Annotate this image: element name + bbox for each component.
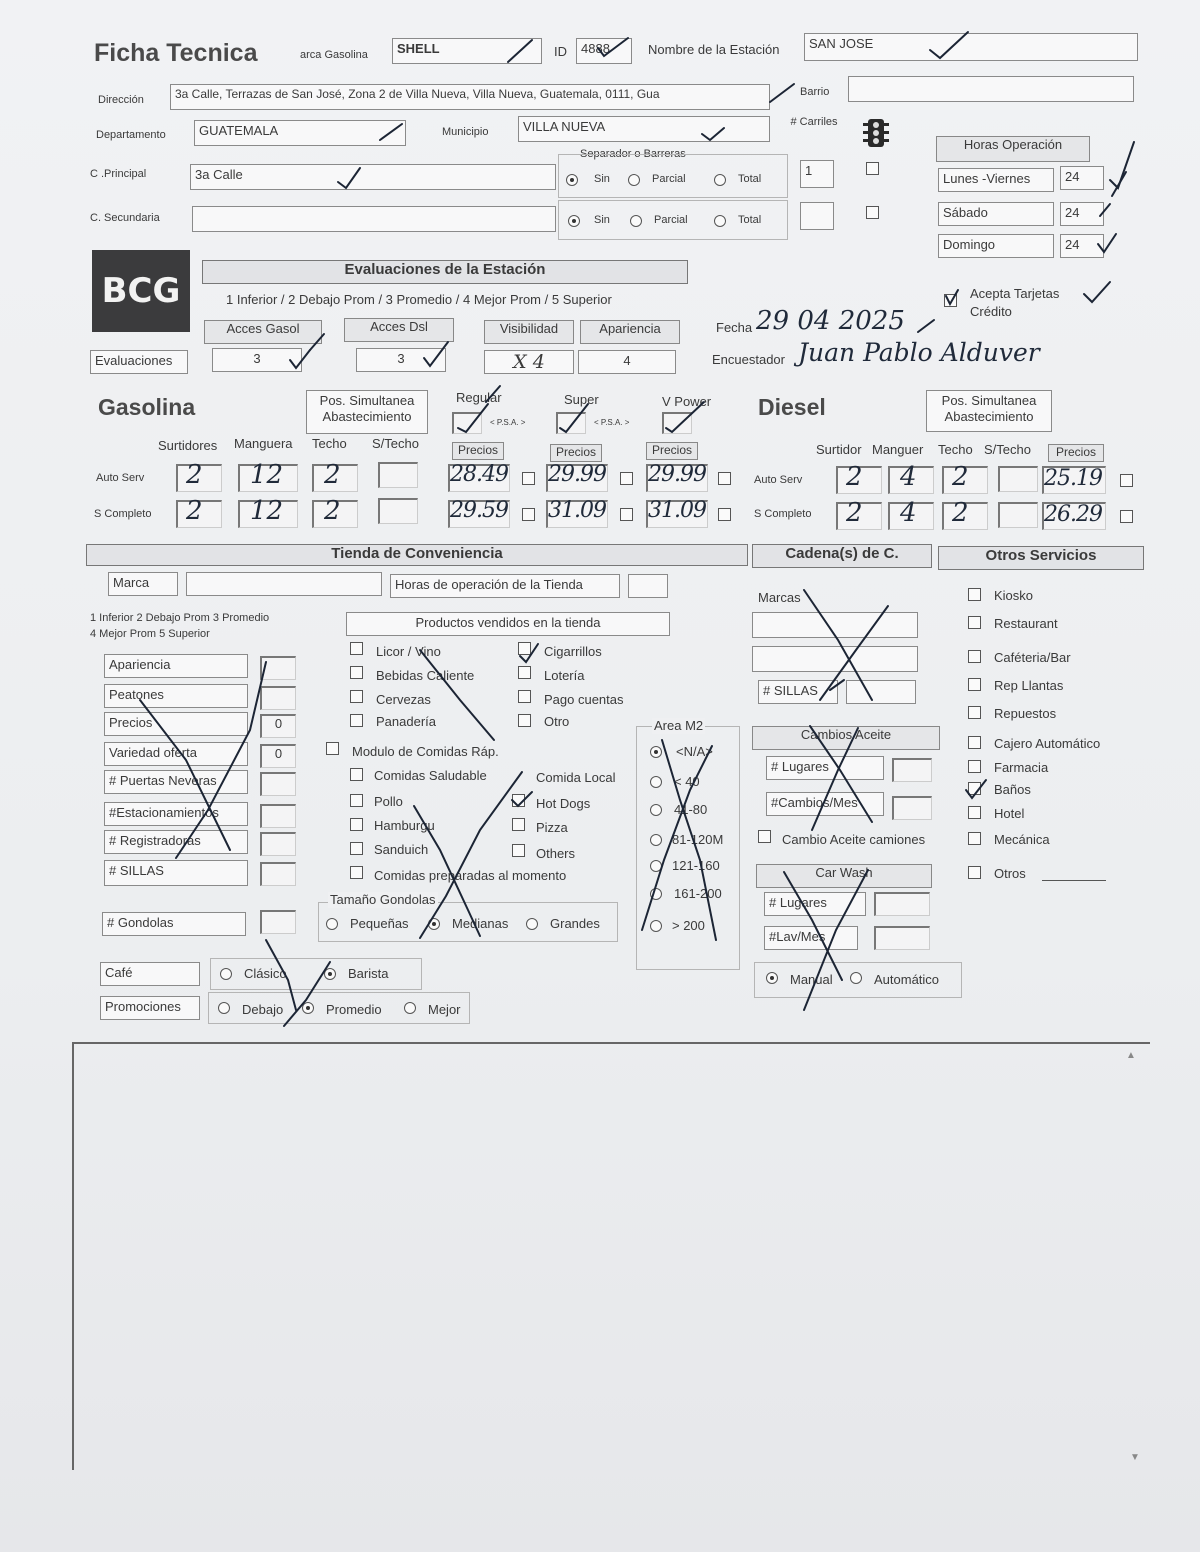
marcas-field-2[interactable] (752, 646, 918, 672)
psa-label-1: < P.S.A. > (490, 418, 526, 427)
gas-completo-super-price: 31.09 (548, 498, 606, 523)
carriles-label: # Carriles (790, 116, 838, 128)
estacion-field[interactable]: SAN JOSE (804, 33, 1138, 61)
diesel-auto-stecho-field[interactable] (998, 466, 1038, 492)
area-gt200-label: > 200 (672, 918, 705, 933)
scroll-up-icon[interactable]: ▲ (1126, 1050, 1136, 1061)
cajero-checkbox[interactable] (968, 736, 981, 749)
marcas-field-1[interactable] (752, 612, 918, 638)
rating-sillas-label: # SILLAS (104, 860, 248, 886)
diesel-completo-surtidor-value: 2 (846, 498, 863, 528)
cafe-barista-label: Barista (348, 966, 389, 981)
gas-auto-surtidores-value: 2 (186, 460, 203, 490)
carwash-lav-label: #Lav/Mes (764, 926, 858, 950)
separador-label: Separador o Barreras (580, 148, 686, 160)
carwash-lugares-label: # Lugares (764, 892, 866, 916)
cafe-group (210, 958, 422, 990)
vpower-label: V Power (662, 394, 712, 409)
municipio-label: Municipio (442, 126, 489, 138)
id-label: ID (554, 44, 567, 59)
bebidas-checkbox[interactable] (350, 666, 363, 679)
diesel-completo-label: S Completo (754, 508, 812, 520)
visibilidad-header: Visibilidad (484, 320, 574, 344)
id-field[interactable]: 4888 (576, 38, 632, 64)
principal-parcial-radio[interactable] (628, 174, 640, 186)
rating-puertas-field[interactable] (260, 772, 296, 796)
area-160-label: 121-160 (672, 858, 720, 873)
gas-auto-vpower-checkbox[interactable] (718, 472, 731, 485)
secundaria-sin-label: Sin (594, 214, 610, 226)
banos-label: Baños (994, 782, 1031, 797)
loteria-checkbox[interactable] (518, 666, 531, 679)
gas-completo-label: S Completo (94, 508, 152, 520)
cigarrillos-label: Cigarrillos (544, 644, 602, 659)
principal-field[interactable]: 3a Calle (190, 164, 556, 190)
gas-auto-regular-checkbox[interactable] (522, 472, 535, 485)
fecha-field[interactable]: 29 04 2025 (756, 306, 905, 336)
diesel-auto-precio-value: 25.19 (1044, 466, 1102, 491)
promociones-label: Promociones (100, 996, 200, 1020)
medianas-radio[interactable] (428, 918, 440, 930)
precios-regular-header: Precios (452, 442, 504, 460)
gas-completo-stecho-field[interactable] (378, 498, 418, 524)
aceite-lugares-label: # Lugares (766, 756, 884, 780)
promo-promedio-radio[interactable] (302, 1002, 314, 1014)
car-wash-header: Car Wash (756, 864, 932, 888)
rating-sillas-field[interactable] (260, 862, 296, 886)
area-200-radio[interactable] (650, 888, 662, 900)
tienda-horas-label: Horas de operación de la Tienda (390, 574, 620, 598)
sabado-field[interactable]: 24 (1060, 202, 1104, 226)
estacion-label: Nombre de la Estación (648, 42, 780, 57)
promo-promedio-label: Promedio (326, 1002, 382, 1017)
check-mark (770, 84, 794, 102)
lunes-viernes-field[interactable]: 24 (1060, 166, 1104, 190)
modulo-label: Modulo de Comidas Ráp. (352, 744, 499, 759)
repuestos-checkbox[interactable] (968, 706, 981, 719)
secundaria-parcial-label: Parcial (654, 214, 688, 226)
rating-puertas-label: # Puertas Neveras (104, 770, 248, 794)
restaurant-label: Restaurant (994, 616, 1058, 631)
automatico-label: Automático (874, 972, 940, 987)
principal-sin-label: Sin (594, 173, 610, 185)
gas-completo-manguera-value: 12 (250, 496, 284, 526)
rating-registradoras-label: # Registradoras (104, 830, 248, 854)
banos-checkbox[interactable] (968, 782, 981, 795)
diesel-abast-label: Abastecimiento (944, 409, 1034, 425)
diesel-completo-precio-value: 26.29 (1044, 502, 1102, 527)
diesel-completo-manguer-value: 4 (900, 498, 917, 528)
hamburgu-label: Hamburgu (374, 818, 435, 833)
diesel-auto-surtidor-value: 2 (846, 462, 863, 492)
pollo-checkbox[interactable] (350, 794, 363, 807)
others-checkbox[interactable] (512, 844, 525, 857)
diesel-auto-manguer-value: 4 (900, 462, 917, 492)
gas-auto-vpower-price: 29.99 (648, 462, 706, 487)
area-na-label: <N/A> (676, 744, 713, 759)
others-label: Others (536, 846, 576, 861)
panaderia-label: Panadería (376, 714, 436, 729)
gas-completo-vpower-checkbox[interactable] (718, 508, 731, 521)
gas-completo-regular-checkbox[interactable] (522, 508, 535, 521)
gas-completo-surtidores-value: 2 (186, 496, 203, 526)
area-title: Area M2 (654, 718, 704, 733)
check-mark (918, 320, 934, 332)
acces-gasol-field[interactable]: 3 (212, 348, 302, 372)
sanduich-label: Sanduich (374, 842, 429, 857)
diesel-completo-techo-value: 2 (952, 498, 969, 528)
carwash-lav-field[interactable] (874, 926, 930, 950)
precios-super-header: Precios (550, 444, 602, 462)
carriles-secundaria-field[interactable] (800, 202, 834, 230)
hotel-label: Hotel (994, 806, 1025, 821)
repuestos-label: Repuestos (994, 706, 1057, 721)
principal-parcial-label: Parcial (652, 173, 686, 185)
evaluaciones-row-label: Evaluaciones (90, 350, 188, 374)
rating-peatones-label: Peatones (104, 684, 248, 708)
sanduich-checkbox[interactable] (350, 842, 363, 855)
farmacia-checkbox[interactable] (968, 760, 981, 773)
regular-label: Regular (456, 390, 502, 405)
pequenas-label: Pequeñas (350, 916, 409, 931)
principal-label: C .Principal (90, 168, 147, 180)
saludable-checkbox[interactable] (350, 768, 363, 781)
gas-completo-super-checkbox[interactable] (620, 508, 633, 521)
gasolina-abast-label: Abastecimiento (322, 409, 412, 425)
aceite-lugares-field[interactable] (892, 758, 932, 782)
cafe-clasico-radio[interactable] (220, 968, 232, 980)
diesel-completo-stecho-field[interactable] (998, 502, 1038, 528)
promo-debajo-radio[interactable] (218, 1002, 230, 1014)
pequenas-radio[interactable] (326, 918, 338, 930)
marcas-label: Marcas (758, 590, 801, 605)
panaderia-checkbox[interactable] (350, 714, 363, 727)
col-manguera: Manguera (234, 436, 293, 451)
departamento-field[interactable]: GUATEMALA (194, 120, 406, 146)
marca-field[interactable]: SHELL (392, 38, 542, 64)
col-stecho-diesel: S/Techo (984, 442, 1031, 457)
rating-apariencia-field[interactable] (260, 656, 296, 680)
rating-registradoras-field[interactable] (260, 832, 296, 856)
domingo-field[interactable]: 24 (1060, 234, 1104, 258)
tienda-marca-field[interactable] (186, 572, 382, 596)
loteria-label: Lotería (544, 668, 585, 683)
col-surtidores: Surtidores (158, 438, 218, 453)
medianas-label: Medianas (452, 916, 509, 931)
precios-vpower-header: Precios (646, 442, 698, 460)
cadena-sillas-field[interactable] (846, 680, 916, 704)
otros-checkbox[interactable] (968, 866, 981, 879)
secundaria-parcial-radio[interactable] (630, 215, 642, 227)
sabado-label: Sábado (938, 202, 1054, 226)
tamano-label: Tamaño Gondolas (330, 892, 436, 907)
area-gt200-radio[interactable] (650, 920, 662, 932)
col-techo: Techo (312, 436, 347, 451)
horas-operacion-header: Horas Operación (936, 136, 1090, 162)
diesel-auto-techo-value: 2 (952, 462, 969, 492)
col-techo-diesel: Techo (938, 442, 973, 457)
secundaria-label: C. Secundaria (90, 212, 160, 224)
acepta-tarjetas-checkbox[interactable] (944, 294, 957, 307)
tienda-scale-1: 1 Inferior 2 Debajo Prom 3 Promedio (90, 612, 270, 624)
regular-pos-field[interactable] (452, 412, 482, 434)
rating-variedad-field[interactable]: 0 (260, 744, 296, 768)
encuestador-label: Encuestador (712, 352, 785, 367)
pizza-checkbox[interactable] (512, 818, 525, 831)
bcg-logo: BCG (92, 250, 190, 332)
apariencia-field[interactable]: 4 (578, 350, 676, 374)
automatico-radio[interactable] (850, 972, 862, 984)
direccion-label: Dirección (98, 94, 144, 106)
gas-auto-super-price: 29.99 (548, 462, 606, 487)
otro-label: Otro (544, 714, 570, 729)
visibilidad-field[interactable]: X 4 (484, 350, 574, 374)
check-mark (1110, 142, 1134, 188)
otro-checkbox[interactable] (518, 714, 531, 727)
check-mark (1112, 172, 1126, 196)
tienda-header: Tienda de Conveniencia (86, 544, 748, 566)
saludable-label: Comidas Saludable (374, 768, 487, 783)
principal-total-label: Total (738, 173, 762, 185)
cadena-header: Cadena(s) de C. (752, 544, 932, 568)
tienda-marca-label: Marca (108, 572, 178, 596)
rating-apariencia-label: Apariencia (104, 654, 248, 678)
direccion-field[interactable]: 3a Calle, Terrazas de San José, Zona 2 de Villa Nueva, Villa Nueva, Guatemala, 0111, Gua (170, 84, 770, 110)
col-surtidor: Surtidor (816, 442, 862, 457)
col-stecho: S/Techo (372, 436, 419, 451)
gondolas-label: # Gondolas (102, 912, 246, 936)
hot-dogs-checkbox[interactable] (512, 794, 525, 807)
hamburgu-checkbox[interactable] (350, 818, 363, 831)
credito-label: Crédito (970, 304, 1012, 319)
cajero-label: Cajero Automático (994, 736, 1101, 751)
secundaria-sin-radio[interactable] (568, 215, 580, 227)
area-80-label: 41-80 (674, 802, 708, 817)
area-200-label: 161-200 (674, 886, 722, 901)
diesel-title: Diesel (758, 394, 826, 420)
cadena-sillas-label: # SILLAS (758, 680, 838, 704)
acces-dsl-header: Acces Dsl (344, 318, 454, 342)
rep-llantas-label: Rep Llantas (994, 678, 1064, 693)
principal-sin-radio[interactable] (566, 174, 578, 186)
mecanica-checkbox[interactable] (968, 832, 981, 845)
cambios-mes-field[interactable] (892, 796, 932, 820)
secundaria-total-radio[interactable] (714, 215, 726, 227)
mecanica-label: Mecánica (994, 832, 1050, 847)
evaluaciones-header: Evaluaciones de la Estación (202, 260, 688, 284)
gas-completo-regular-price: 29.59 (450, 498, 508, 523)
secundaria-signal-checkbox[interactable] (866, 206, 879, 219)
acces-dsl-field[interactable]: 3 (356, 348, 446, 372)
gas-auto-label: Auto Serv (96, 472, 145, 484)
bebidas-label: Bebidas Caliente (376, 668, 475, 683)
camiones-checkbox[interactable] (758, 830, 771, 843)
otros-label: Otros (994, 866, 1026, 881)
check-mark (1084, 282, 1110, 302)
departamento-label: Departamento (96, 129, 166, 141)
rating-variedad-label: Variedad oferta (104, 742, 248, 766)
barrio-field[interactable] (848, 76, 1134, 102)
gasolina-title: Gasolina (98, 394, 196, 420)
cigarrillos-checkbox[interactable] (518, 642, 531, 655)
promo-mejor-label: Mejor (428, 1002, 461, 1017)
scroll-down-icon[interactable]: ▼ (1130, 1452, 1140, 1463)
area-120-label: 81-120M (672, 832, 724, 847)
rating-peatones-field[interactable] (260, 686, 296, 710)
pago-cuentas-label: Pago cuentas (544, 692, 624, 707)
promo-debajo-label: Debajo (242, 1002, 284, 1017)
encuestador-field[interactable]: Juan Pablo Alduver (798, 338, 1040, 367)
manual-label: Manual (790, 972, 833, 987)
tienda-scale-2: 4 Mejor Prom 5 Superior (90, 628, 210, 640)
diesel-pos-label: Pos. Simultanea (941, 393, 1037, 408)
carriles-principal-field[interactable]: 1 (800, 160, 834, 188)
notes-textarea[interactable] (72, 1042, 1150, 1470)
farmacia-label: Farmacia (994, 760, 1049, 775)
precios-diesel-header: Precios (1048, 444, 1104, 462)
diesel-auto-checkbox[interactable] (1120, 474, 1133, 487)
grandes-radio[interactable] (526, 918, 538, 930)
hot-dogs-label: Hot Dogs (536, 796, 591, 811)
preparadas-checkbox[interactable] (350, 866, 363, 879)
diesel-pos-simultanea (926, 390, 1052, 432)
otros-line (1042, 880, 1106, 881)
comida-local-label: Comida Local (536, 770, 616, 785)
pago-cuentas-checkbox[interactable] (518, 690, 531, 703)
gas-auto-manguera-value: 12 (250, 460, 284, 490)
otros-servicios-header: Otros Servicios (938, 546, 1144, 570)
promo-mejor-radio[interactable] (404, 1002, 416, 1014)
licor-checkbox[interactable] (350, 642, 363, 655)
acepta-tarjetas-label: Acepta Tarjetas (970, 286, 1060, 301)
area-120-radio[interactable] (650, 834, 662, 846)
kiosko-label: Kiosko (994, 588, 1034, 603)
manual-radio[interactable] (766, 972, 778, 984)
rating-precios-label: Precios (104, 712, 248, 736)
cambios-aceite-header: Cambios Aceite (752, 726, 940, 750)
gasolina-pos-simultanea (306, 390, 428, 434)
area-na-radio[interactable] (650, 746, 662, 758)
cafeteria-checkbox[interactable] (968, 650, 981, 663)
col-manguer: Manguer (872, 442, 924, 457)
grandes-label: Grandes (550, 916, 600, 931)
restaurant-checkbox[interactable] (968, 616, 981, 629)
area-40-label: < 40 (674, 774, 700, 789)
cafe-label: Café (100, 962, 200, 986)
form-title: Ficha Tecnica (94, 39, 258, 67)
secundaria-total-label: Total (738, 214, 762, 226)
rating-estacionamientos-label: #Estacionamientos (104, 802, 248, 826)
secundaria-field[interactable] (192, 206, 556, 232)
apariencia-header: Apariencia (580, 320, 680, 344)
camiones-label: Cambio Aceite camiones (782, 832, 926, 847)
tienda-horas-field[interactable] (628, 574, 668, 598)
lunes-viernes-label: Lunes -Viernes (938, 168, 1054, 192)
gas-auto-super-checkbox[interactable] (620, 472, 633, 485)
marca-label: arca Gasolina (300, 49, 368, 61)
cafe-barista-radio[interactable] (324, 968, 336, 980)
evaluaciones-scale: 1 Inferior / 2 Debajo Prom / 3 Promedio / 4 Mejor Prom / 5 Superior (226, 292, 612, 307)
gas-auto-stecho-field[interactable] (378, 462, 418, 488)
principal-total-radio[interactable] (714, 174, 726, 186)
diesel-auto-label: Auto Serv (754, 474, 803, 486)
kiosko-checkbox[interactable] (968, 588, 981, 601)
cambios-mes-label: #Cambios/Mes (766, 792, 884, 816)
cervezas-checkbox[interactable] (350, 690, 363, 703)
vpower-pos-field[interactable] (662, 412, 692, 434)
area-40-radio[interactable] (650, 776, 662, 788)
carwash-lugares-field[interactable] (874, 892, 930, 916)
gas-completo-vpower-price: 31.09 (648, 498, 706, 523)
cervezas-label: Cervezas (376, 692, 431, 707)
traffic-light-icon (862, 118, 890, 148)
domingo-label: Domingo (938, 234, 1054, 258)
gondolas-field[interactable] (260, 910, 296, 934)
gas-auto-techo-value: 2 (324, 460, 341, 490)
gas-completo-techo-value: 2 (324, 496, 341, 526)
diesel-completo-checkbox[interactable] (1120, 510, 1133, 523)
licor-label: Licor / Vino (376, 644, 441, 659)
rating-estacionamientos-field[interactable] (260, 804, 296, 828)
pollo-label: Pollo (374, 794, 403, 809)
area-160-radio[interactable] (650, 860, 662, 872)
pizza-label: Pizza (536, 820, 568, 835)
preparadas-label: Comidas preparadas al momento (374, 868, 567, 883)
municipio-field[interactable]: VILLA NUEVA (518, 116, 770, 142)
gasolina-pos-label: Pos. Simultanea (319, 393, 415, 408)
super-pos-field[interactable] (556, 412, 586, 434)
area-80-radio[interactable] (650, 804, 662, 816)
rating-precios-field[interactable]: 0 (260, 714, 296, 738)
psa-label-2: < P.S.A. > (594, 418, 630, 427)
cafeteria-label: Caféteria/Bar (994, 650, 1071, 665)
fecha-label: Fecha (716, 320, 753, 335)
barrio-label: Barrio (800, 86, 830, 98)
super-label: Super (564, 392, 599, 407)
acces-gasol-header: Acces Gasol (204, 320, 322, 344)
rep-llantas-checkbox[interactable] (968, 678, 981, 691)
hotel-checkbox[interactable] (968, 806, 981, 819)
modulo-checkbox[interactable] (326, 742, 339, 755)
principal-signal-checkbox[interactable] (866, 162, 879, 175)
productos-header: Productos vendidos en la tienda (346, 612, 670, 636)
cafe-clasico-label: Clásico (244, 966, 287, 981)
gas-auto-regular-price: 28.49 (450, 462, 508, 487)
